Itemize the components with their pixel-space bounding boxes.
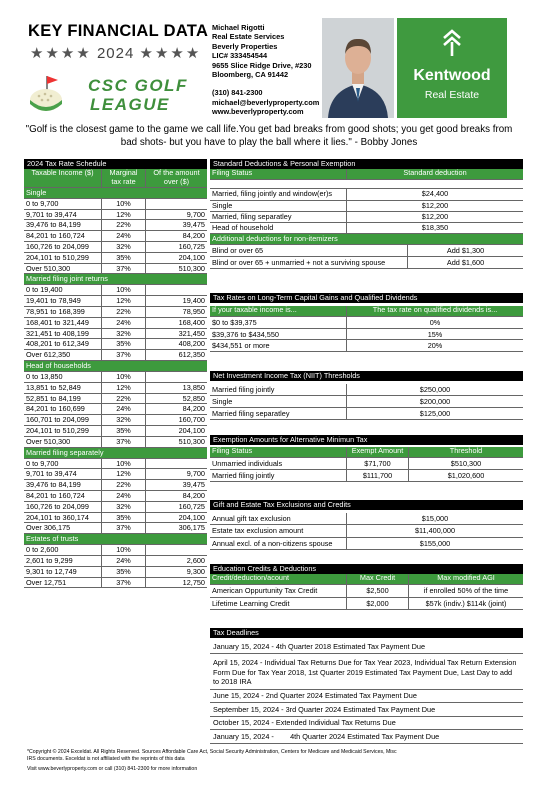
tax-row-cell: 39,475 (145, 220, 207, 230)
cap-gain-row (210, 317, 523, 329)
tax-row (24, 350, 207, 361)
education-row-cell: $2,500 (346, 585, 408, 597)
agent-line: 9655 Slice Ridge Drive, #230 (212, 60, 312, 70)
column-header: Of the amount over ($) (145, 169, 207, 187)
tax-row (24, 578, 207, 589)
group-header: Married filing joint returns (24, 274, 207, 285)
capital-gains (210, 293, 523, 352)
column-headers (210, 169, 523, 181)
deduction-row-cell: $12,200 (346, 201, 523, 211)
section-title: Tax Rates on Long-Term Capital Gains and Qualified Dividends (210, 293, 523, 303)
column-header: Exempt Amount (346, 447, 408, 458)
section-title: Standard Deductions & Personal Exemption (210, 159, 523, 169)
tax-row-cell: 84,201 to 160,724 (26, 231, 85, 241)
tax-row-cell: 2,600 (145, 556, 207, 566)
amt-row (210, 470, 523, 482)
agent-line: LIC# 333454544 (212, 51, 268, 61)
deduction-row-cell: Head of household (212, 223, 274, 233)
tax-row-cell: 168,401 to 321,449 (26, 317, 89, 327)
tax-row (24, 513, 207, 524)
tax-row-cell: 0 to 2,600 (26, 545, 59, 555)
tax-row (24, 491, 207, 502)
tax-row (24, 502, 207, 513)
amt-row-cell: $111,700 (346, 470, 408, 481)
tax-row-cell: 37% (101, 264, 145, 274)
tax-row (24, 480, 207, 491)
tree-icon (442, 28, 462, 60)
tax-row-cell: 39,476 to 84,199 (26, 220, 81, 230)
tax-row-cell: Over 510,300 (26, 436, 71, 446)
niit-row (210, 384, 523, 396)
spacer (210, 180, 523, 189)
tax-row-cell: 13,851 to 52,849 (26, 382, 81, 392)
tax-row-cell: 84,200 (145, 231, 207, 241)
brand-name: Kentwood (413, 67, 491, 84)
deduction-row-cell: $18,350 (346, 223, 523, 233)
tax-row-cell: 306,175 (145, 523, 207, 533)
amt-row-cell: $1,020,600 (408, 470, 523, 481)
tax-row-cell: 9,301 to 12,749 (26, 566, 77, 576)
cap-gain-row-cell: 0% (346, 317, 523, 328)
niit-row (210, 408, 523, 420)
cap-gain-row (210, 329, 523, 341)
additional-row (210, 245, 523, 257)
group-header: Married filing separately (24, 448, 207, 459)
agent-phone: (310) 841-2300 (212, 88, 263, 98)
tax-row-cell: 22% (101, 307, 145, 317)
niit-thresholds (210, 371, 523, 420)
footer-notes: *Copyright © 2024 Exceldat. All Rights Reserved. Sources Affordable Care Act, Social Security Administration, Centers for Medicare and Medicaid Services, Misc IRS documents. Exceldat is not affiliated with the reprints of this data Visit www.beverlyproperty.com or call (310) 841-2300 for more information (27, 749, 397, 773)
agent-email: michael@beverlyproperty.com (212, 97, 320, 107)
tax-row-cell: Over 306,175 (26, 523, 71, 533)
tax-row-cell: 37% (101, 578, 145, 588)
deadline-item: September 15, 2024 - 3rd Quarter 2024 Estimated Tax Payment Due (210, 703, 523, 717)
tax-row-cell: 12% (101, 383, 145, 393)
tax-row-cell: 9,701 to 39,474 (26, 209, 77, 219)
gift-row-cell: Annual gift tax exclusion (212, 513, 291, 523)
agent-line: Michael Rigotti (212, 23, 265, 32)
tax-row (24, 253, 207, 264)
column-header: Standard deduction (346, 169, 523, 180)
tax-row-cell: 78,950 (145, 307, 207, 317)
quote: "Golf is the closest game to the game we call life.You get bad breaks from good shots; you get good breaks from bad shots- but you have to play the ball where it lies." - Bobby Jones (25, 124, 513, 148)
gift-row (210, 513, 523, 526)
niit-row-cell: Single (212, 396, 233, 406)
column-header: Filing Status (212, 446, 253, 455)
tax-row (24, 556, 207, 567)
niit-row-cell: Married filing jointly (212, 384, 275, 394)
tax-row-cell: 24% (101, 404, 145, 414)
additional-header: Additional deductions for non-itemizers (210, 234, 523, 245)
tax-row (24, 199, 207, 210)
additional-row-cell: Blind or over 65 + unmarried + not a surviving spouse (212, 258, 386, 268)
tax-row (24, 404, 207, 415)
tax-row-cell: 37% (101, 350, 145, 360)
brand-logo (397, 18, 507, 118)
tax-row-cell: 168,400 (145, 318, 207, 328)
brand-sub: Real Estate (424, 89, 480, 101)
column-header: Filing Status (212, 168, 253, 177)
tax-row-cell: 0 to 9,700 (26, 458, 59, 468)
tax-row-cell: 37% (101, 437, 145, 447)
tax-row-cell: 39,475 (145, 480, 207, 490)
tax-row-cell: 32% (101, 242, 145, 252)
cap-gain-row-cell: $39,376 to $434,550 (212, 329, 279, 339)
tax-row-cell: 510,300 (145, 437, 207, 447)
tax-row (24, 545, 207, 556)
section-title: 2024 Tax Rate Schedule (24, 159, 207, 169)
cap-gain-row-cell: 15% (346, 329, 523, 340)
tax-row-cell: 321,450 (145, 329, 207, 339)
deduction-row-cell: Married, filing jointly and window(er)s (212, 189, 333, 199)
agent-contact (212, 23, 319, 117)
tax-row-cell: 35% (101, 426, 145, 436)
additional-row (210, 257, 523, 269)
additional-row-cell: Add $1,300 (407, 245, 523, 256)
tax-row-cell: 612,350 (145, 350, 207, 360)
tax-row-cell: 24% (101, 556, 145, 566)
tax-deadlines (210, 628, 523, 744)
column-header: The tax rate on qualified dividends is... (346, 306, 523, 317)
tax-row (24, 329, 207, 340)
column-headers (24, 169, 207, 188)
amt-exemptions (210, 435, 523, 482)
column-header: Credit/deduction/acount (212, 573, 290, 582)
column-headers (210, 306, 523, 318)
column-headers (210, 447, 523, 459)
tax-row-cell: 0 to 9,700 (26, 198, 59, 208)
education-row (210, 598, 523, 611)
education-row-cell: $57k (indiv.) $114k (joint) (408, 598, 523, 610)
tax-row-cell: 84,201 to 160,724 (26, 490, 85, 500)
tax-row-cell: 160,725 (145, 502, 207, 512)
tax-row-cell: 408,201 to 612,349 (26, 339, 89, 349)
agent-line: Real Estate Services (212, 32, 285, 42)
tax-row-cell: 13,850 (145, 383, 207, 393)
tax-row (24, 285, 207, 296)
tax-row (24, 231, 207, 242)
amt-row-cell: $71,700 (346, 458, 408, 469)
tax-row-cell: 408,200 (145, 339, 207, 349)
tax-row (24, 567, 207, 578)
gift-estate (210, 500, 523, 550)
tax-row-cell: 10% (101, 199, 145, 209)
tax-row-cell: 321,451 to 408,199 (26, 328, 89, 338)
tax-row-cell: 35% (101, 567, 145, 577)
tax-row-cell: 9,700 (145, 210, 207, 220)
tax-row-cell: 39,476 to 84,199 (26, 480, 81, 490)
deduction-row (210, 189, 523, 200)
agent-line: Beverly Properties (212, 41, 278, 51)
niit-row (210, 396, 523, 408)
tax-row-cell (145, 285, 207, 295)
tax-row-cell: 12% (101, 210, 145, 220)
tax-row (24, 523, 207, 534)
tax-row-cell: 10% (101, 285, 145, 295)
tax-row (24, 459, 207, 470)
tax-rate-schedule (24, 159, 207, 588)
tax-row-cell: 510,300 (145, 264, 207, 274)
deduction-row-cell: Married, filing separatley (212, 211, 292, 221)
gift-row-cell: Annual excl. of a non-citizens spouse (212, 538, 333, 548)
tax-row-cell: 22% (101, 394, 145, 404)
group-header: Estates of trusts (24, 534, 207, 545)
tax-row-cell: 32% (101, 415, 145, 425)
tax-row (24, 426, 207, 437)
tax-row-cell: Over 12,751 (26, 577, 67, 587)
tax-row-cell: 10% (101, 545, 145, 555)
column-header: If your taxable income is... (212, 305, 297, 314)
deduction-row-cell: $24,400 (346, 189, 523, 199)
education-row-cell: American Oppurtunity Tax Credit (212, 586, 318, 596)
tax-row-cell: 84,200 (145, 404, 207, 414)
gift-row-cell: Estate tax exclusion amount (212, 526, 304, 536)
amt-row-cell: $510,300 (408, 458, 523, 469)
deduction-row (210, 223, 523, 234)
tax-row (24, 296, 207, 307)
niit-row-cell: $125,000 (346, 408, 523, 419)
gift-row-cell: $15,000 (346, 513, 523, 525)
tax-row (24, 469, 207, 480)
column-headers (210, 574, 523, 586)
tax-row-cell: 204,101 to 510,299 (26, 425, 89, 435)
cap-gain-row-cell: $434,551 or more (212, 341, 270, 351)
golf-ball-icon (28, 74, 64, 114)
amt-row-cell: Unmarried individuals (212, 459, 283, 469)
column-header: Max modified AGI (408, 574, 523, 585)
tax-row-cell: 10% (101, 459, 145, 469)
year: 2024 (96, 45, 135, 62)
additional-row-cell: Blind or over 65 (212, 246, 264, 256)
tax-row-cell: 24% (101, 491, 145, 501)
gift-row-cell: $155,000 (346, 538, 523, 550)
amt-row (210, 458, 523, 470)
tax-row-cell: 37% (101, 523, 145, 533)
niit-row-cell: $250,000 (346, 384, 523, 395)
cap-gain-row-cell: 20% (346, 340, 523, 351)
section-title: Gift and Estate Tax Exclusions and Credits (210, 500, 523, 510)
gift-row (210, 525, 523, 538)
tax-row (24, 220, 207, 231)
page-title: KEY FINANCIAL DATA (28, 22, 209, 40)
tax-row-cell: Over 510,300 (26, 263, 71, 273)
tax-row-cell: 32% (101, 502, 145, 512)
tax-row (24, 437, 207, 448)
tax-row-cell: 2,601 to 9,299 (26, 555, 73, 565)
tax-row-cell: 204,101 to 360,174 (26, 512, 89, 522)
tax-row-cell: 160,701 to 204,099 (26, 415, 89, 425)
tax-row-cell: 84,200 (145, 491, 207, 501)
tax-row-cell: 32% (101, 329, 145, 339)
agent-photo (322, 18, 394, 118)
education-credits (210, 564, 523, 610)
deadline-item: June 15, 2024 - 2nd Quarter 2024 Estimated Tax Payment Due (210, 690, 523, 704)
cap-gain-row-cell: $0 to $39,375 (212, 318, 257, 328)
deduction-row (210, 201, 523, 212)
tax-row-cell (145, 372, 207, 382)
education-row-cell: Lifetime Learning Credit (212, 598, 290, 608)
column-header: Max Credit (346, 574, 408, 585)
cap-gain-row (210, 340, 523, 352)
tax-row (24, 415, 207, 426)
tax-row-cell: 9,701 to 39,474 (26, 469, 77, 479)
tax-row (24, 394, 207, 405)
tax-row (24, 372, 207, 383)
additional-row-cell: Add $1,600 (407, 257, 523, 268)
agent-website: www.beverlyproperty.com (212, 107, 304, 117)
deduction-row-cell: Single (212, 200, 233, 210)
stars-right: ★★★★ (139, 45, 202, 62)
education-row (210, 585, 523, 598)
section-title: Net Investment Income Tax (NIIT) Thresholds (210, 371, 523, 381)
tax-row (24, 242, 207, 253)
tax-row-cell: 204,100 (145, 513, 207, 523)
tax-row-cell: 204,100 (145, 253, 207, 263)
tax-row-cell: 52,850 (145, 394, 207, 404)
tax-row-cell: 160,725 (145, 242, 207, 252)
tax-row-cell: Over 612,350 (26, 350, 71, 360)
tax-row-cell: 160,726 to 204,099 (26, 501, 89, 511)
deduction-row-cell: $12,200 (346, 212, 523, 222)
tax-row-cell: 19,401 to 78,949 (26, 296, 81, 306)
tax-row (24, 264, 207, 275)
education-row-cell: $2,000 (346, 598, 408, 610)
tax-row-cell: 84,201 to 160,699 (26, 404, 85, 414)
year-line (30, 44, 201, 62)
tax-row-cell: 19,400 (145, 296, 207, 306)
tax-row-cell: 35% (101, 339, 145, 349)
education-row-cell: if enrolled 50% of the time (408, 585, 523, 597)
tax-row-cell: 12,750 (145, 578, 207, 588)
deadline-item: January 15, 2024 - 4th Quarter 2018 Estimated Tax Payment Due (210, 641, 523, 655)
section-title: Tax Deadlines (210, 628, 523, 638)
tax-row-cell: 52,851 to 84,199 (26, 393, 81, 403)
tax-row-cell: 22% (101, 220, 145, 230)
stars-left: ★★★★ (30, 45, 92, 62)
section-title: Education Credits & Deductions (210, 564, 523, 574)
group-header: Single (24, 188, 207, 199)
tax-row-cell: 35% (101, 253, 145, 263)
tax-row-cell: 0 to 19,400 (26, 285, 63, 295)
tax-row-cell: 160,700 (145, 415, 207, 425)
column-header: Threshold (408, 447, 523, 458)
section-title: Exemption Amounts for Alternative Minimun Tax (210, 435, 523, 445)
tax-row (24, 339, 207, 350)
tax-row (24, 307, 207, 318)
tax-row-cell: 12% (101, 469, 145, 479)
tax-row-cell: 24% (101, 318, 145, 328)
deadline-item: January 15, 2024 - 4th Quarter 2024 Estimated Tax Payment Due (210, 730, 523, 744)
tax-row-cell: 204,100 (145, 426, 207, 436)
gift-row-cell: $11,400,000 (346, 525, 523, 537)
tax-row-cell: 160,726 to 204,099 (26, 241, 89, 251)
column-header: Marginal tax rate (101, 169, 145, 187)
tax-row-cell (145, 545, 207, 555)
gift-row (210, 538, 523, 551)
niit-row-cell: Married filing separatley (212, 408, 290, 418)
tax-row-cell: 12% (101, 296, 145, 306)
tax-row (24, 383, 207, 394)
tax-row-cell: 0 to 13,850 (26, 371, 63, 381)
tax-row (24, 318, 207, 329)
niit-row-cell: $200,000 (346, 396, 523, 407)
amt-row-cell: Married filing jointly (212, 471, 275, 481)
tax-row-cell (145, 459, 207, 469)
tax-row-cell: 22% (101, 480, 145, 490)
standard-deductions (210, 159, 523, 269)
deadline-item: October 15, 2024 - Extended Individual Tax Returns Due (210, 717, 523, 731)
tax-row-cell: 10% (101, 372, 145, 382)
deadline-item: April 15, 2024 - Individual Tax Returns Due for Tax Year 2023, Individual Tax Return Extension Form Due for Tax Year 2018, 1st Quarter 2019 Estimated Tax Payment Due, Last Day to add to 2018 IRA (210, 654, 523, 690)
tax-row-cell: 9,700 (145, 469, 207, 479)
golf-league-logo: CSC GOLF LEAGUE (88, 76, 188, 114)
tax-row-cell: 24% (101, 231, 145, 241)
tax-row-cell (145, 199, 207, 209)
tax-row-cell: 9,300 (145, 567, 207, 577)
group-header: Head of households (24, 361, 207, 372)
tax-row-cell: 78,951 to 168,399 (26, 306, 85, 316)
tax-row-cell: 35% (101, 513, 145, 523)
column-header: Taxable Income ($) (31, 168, 94, 177)
tax-row-cell: 204,101 to 510,299 (26, 252, 89, 262)
agent-line: Bloomberg, CA 91442 (212, 70, 289, 80)
tax-row (24, 210, 207, 221)
deduction-row (210, 212, 523, 223)
